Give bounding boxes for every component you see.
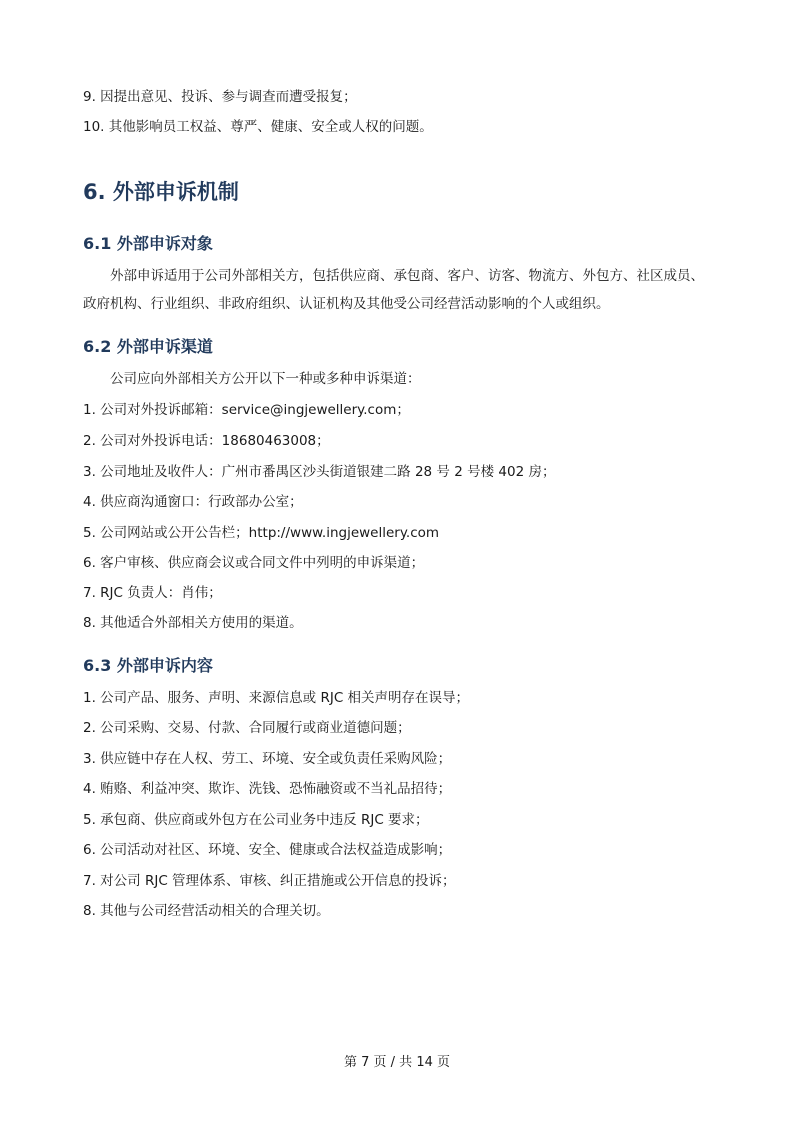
list-item: 2. 公司采购、交易、付款、合同履行或商业道德问题；	[83, 720, 411, 736]
list-item: 8. 其他适合外部相关方使用的渠道。	[83, 615, 303, 631]
list-item: 2. 公司对外投诉电话：18680463008；	[83, 433, 330, 449]
paragraph-line: 外部申诉适用于公司外部相关方，包括供应商、承包商、客户、访客、物流方、外包方、社区成员、	[110, 268, 704, 284]
subsection-heading: 6.2 外部申诉渠道	[83, 337, 213, 356]
list-item: 7. 对公司 RJC 管理体系、审核、纠正措施或公开信息的投诉；	[83, 873, 456, 889]
paragraph-line: 公司应向外部相关方公开以下一种或多种申诉渠道：	[110, 371, 421, 387]
list-item: 4. 贿赂、利益冲突、欺诈、洗钱、恐怖融资或不当礼品招待；	[83, 781, 452, 797]
list-item: 5. 公司网站或公开公告栏；http://www.ingjewellery.com	[83, 525, 440, 541]
list-item: 3. 供应链中存在人权、劳工、环境、安全或负责任采购风险；	[83, 751, 452, 767]
list-item: 5. 承包商、供应商或外包方在公司业务中违反 RJC 要求；	[83, 812, 429, 828]
subsection-heading: 6.3 外部申诉内容	[83, 656, 213, 675]
list-item: 6. 客户审核、供应商会议或合同文件中列明的申诉渠道；	[83, 555, 425, 571]
list-item: 1. 公司对外投诉邮箱：service@ingjewellery.com；	[83, 402, 410, 418]
subsection-heading: 6.1 外部申诉对象	[83, 234, 213, 253]
list-item: 10. 其他影响员工权益、尊严、健康、安全或人权的问题。	[83, 119, 433, 135]
list-item: 1. 公司产品、服务、声明、来源信息或 RJC 相关声明存在误导；	[83, 690, 470, 706]
section-heading: 6. 外部申诉机制	[83, 180, 239, 204]
paragraph-line: 政府机构、行业组织、非政府组织、认证机构及其他受公司经营活动影响的个人或组织。	[83, 296, 610, 312]
list-item: 3. 公司地址及收件人：广州市番禺区沙头街道银建二路 28 号 2 号楼 402 房；	[83, 464, 556, 480]
list-item: 6. 公司活动对社区、环境、安全、健康或合法权益造成影响；	[83, 842, 452, 858]
list-item: 8. 其他与公司经营活动相关的合理关切。	[83, 903, 330, 919]
list-item: 4. 供应商沟通窗口：行政部办公室；	[83, 494, 303, 510]
list-item: 9. 因提出意见、投诉、参与调查而遭受报复；	[83, 89, 357, 105]
page-number: 第 7 页 / 共 14 页	[344, 1055, 450, 1070]
list-item: 7. RJC 负责人：肖伟；	[83, 585, 222, 601]
